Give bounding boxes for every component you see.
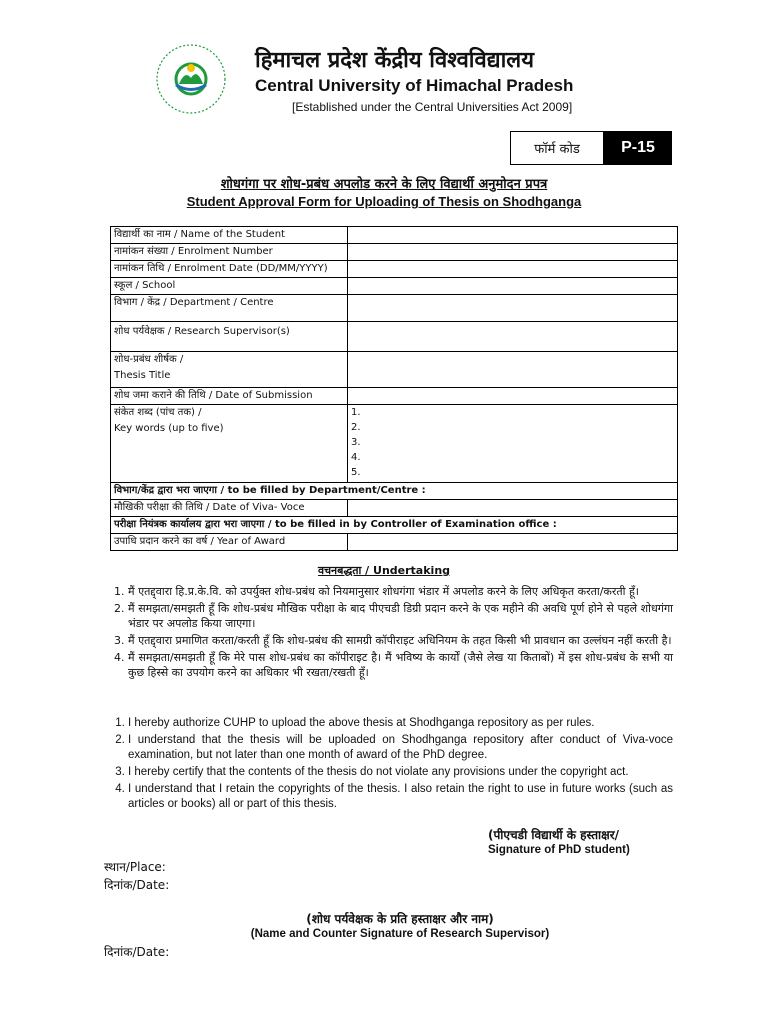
supervisor-field[interactable] — [348, 322, 678, 352]
supervisor-date-label: दिनांक/Date: — [104, 945, 170, 959]
enrolment-number-field[interactable] — [348, 244, 678, 261]
table-row — [111, 244, 678, 261]
student-signature-label-english: Signature of PhD student) — [488, 844, 630, 856]
undertaking-title: वचनबद्धता / Undertaking — [317, 564, 451, 577]
keyword-number: 1. — [351, 407, 361, 418]
enrolment-date-field[interactable] — [348, 261, 678, 278]
keyword-number: 2. — [351, 422, 361, 433]
table-row — [111, 227, 678, 244]
list-item: 4. मैं समझता/समझती हूँ कि मेरे पास शोध-प्रबंध का कॉपीराइट है। मैं भविष्य के कार्यों (जैसे लेख या किताबों) में इस शोध-प्रबंध के सभी या कुछ हिस्से का उपयोग करने का अधिकार भी रखता/रखती हूँ। — [128, 650, 673, 680]
table-row — [111, 278, 678, 295]
keywords-label-english: Key words (up to five) — [114, 423, 224, 434]
field-label: शोध जमा कराने की तिथि / Date of Submission — [111, 388, 348, 405]
form-title-english: Student Approval Form for Uploading of Thesis on Shodhganga — [186, 194, 582, 209]
school-field[interactable] — [348, 278, 678, 295]
keyword-number: 3. — [351, 437, 361, 448]
field-label: विभाग / केंद्र / Department / Centre — [111, 295, 348, 322]
list-item: 1. I hereby authorize CUHP to upload the above thesis at Shodhganga repository as per rules. — [128, 716, 673, 731]
keyword-number: 4. — [351, 452, 361, 463]
list-item: 2. I understand that the thesis will be uploaded on Shodhganga repository after conduct of Viva-voce examination, but not later than one month of award of the PhD degree. — [128, 733, 673, 763]
field-label: नामांकन संख्या / Enrolment Number — [111, 244, 348, 261]
keywords-label-hindi: संकेत शब्द (पांच तक) / — [114, 407, 202, 418]
table-row — [111, 483, 678, 500]
submission-date-field[interactable] — [348, 388, 678, 405]
list-item: 2. मैं समझता/समझती हूँ कि शोध-प्रबंध मौखिक परीक्षा के बाद पीएचडी डिग्री प्रदान करने के एक महीने की अवधि पूर्ण होने से पहले शोधगंगा भंडार पर अपलोड किया जाएगा। — [128, 601, 673, 631]
award-year-field[interactable] — [348, 534, 678, 551]
viva-date-field[interactable] — [348, 500, 678, 517]
table-row — [111, 352, 678, 388]
established-note: [Established under the Central Universities Act 2009] — [292, 100, 573, 114]
list-item: 3. I hereby certify that the contents of the thesis do not violate any provisions under the copyright act. — [128, 765, 673, 780]
undertaking-list-hindi — [108, 584, 673, 682]
field-label: विद्यार्थी का नाम / Name of the Student — [111, 227, 348, 244]
undertaking-list-english — [108, 716, 673, 814]
student-signature-label-hindi: (पीएचडी विद्यार्थी के हस्ताक्षर/ — [488, 828, 620, 842]
field-label: शोध पर्यवेक्षक / Research Supervisor(s) — [111, 322, 348, 352]
coe-section-header: परीक्षा नियंत्रक कार्यालय द्वारा भरा जाएगा / to be filled in by Controller of Examination office : — [111, 517, 678, 534]
thesis-title-label-english: Thesis Title — [114, 370, 171, 381]
table-row — [111, 405, 678, 483]
department-field[interactable] — [348, 295, 678, 322]
field-label: नामांकन तिथि / Enrolment Date (DD/MM/YYYY) — [111, 261, 348, 278]
keyword-number: 5. — [351, 467, 361, 478]
student-details-table — [110, 226, 678, 551]
table-row — [111, 517, 678, 534]
form-code-value: P-15 — [604, 131, 672, 165]
university-logo — [152, 40, 230, 118]
student-name-field[interactable] — [348, 227, 678, 244]
table-row — [111, 322, 678, 352]
department-section-header: विभाग/केंद्र द्वारा भरा जाएगा / to be filled by Department/Centre : — [111, 483, 678, 500]
form-title-hindi: शोधगंगा पर शोध-प्रबंध अपलोड करने के लिए विद्यार्थी अनुमोदन प्रपत्र — [220, 177, 548, 192]
thesis-title-field[interactable] — [348, 352, 678, 388]
field-label: उपाधि प्रदान करने का वर्ष / Year of Award — [111, 534, 348, 551]
table-row — [111, 261, 678, 278]
field-label: मौखिकी परीक्षा की तिथि / Date of Viva- Voce — [111, 500, 348, 517]
field-label — [111, 352, 348, 388]
thesis-title-label-hindi: शोध-प्रबंध शीर्षक / — [114, 354, 184, 365]
place-label: स्थान/Place: — [104, 860, 166, 874]
keywords-field[interactable] — [348, 405, 678, 483]
date-label: दिनांक/Date: — [104, 878, 170, 892]
supervisor-signature-label-english: (Name and Counter Signature of Research Supervisor) — [250, 928, 550, 940]
table-row — [111, 500, 678, 517]
field-label: स्कूल / School — [111, 278, 348, 295]
list-item: 1. मैं एतद्द्वारा हि.प्र.के.वि. को उपर्युक्त शोध-प्रबंध को नियमानुसार शोधगंगा भंडार में अपलोड करने के लिए अधिकृत करता/करती हूँ। — [128, 584, 673, 599]
table-row — [111, 534, 678, 551]
field-label — [111, 405, 348, 483]
form-code-label: फॉर्म कोड — [510, 131, 604, 165]
supervisor-signature-label-hindi: (शोध पर्यवेक्षक के प्रति हस्ताक्षर और नाम) — [306, 912, 494, 926]
table-row — [111, 388, 678, 405]
list-item: 4. I understand that I retain the copyrights of the thesis. I also retain the right to use in future works (such as articles or books) all or part of this thesis. — [128, 782, 673, 812]
table-row — [111, 295, 678, 322]
university-title-hindi: हिमाचल प्रदेश केंद्रीय विश्वविद्यालय — [255, 48, 534, 73]
form-code-box — [510, 131, 672, 165]
university-title-english: Central University of Himachal Pradesh — [255, 76, 574, 95]
list-item: 3. मैं एतद्द्वारा प्रमाणित करता/करती हूँ कि शोध-प्रबंध की सामग्री कॉपीराइट अधिनियम के तहत किसी भी प्रावधान का उल्लंघन नहीं करती है। — [128, 633, 673, 648]
